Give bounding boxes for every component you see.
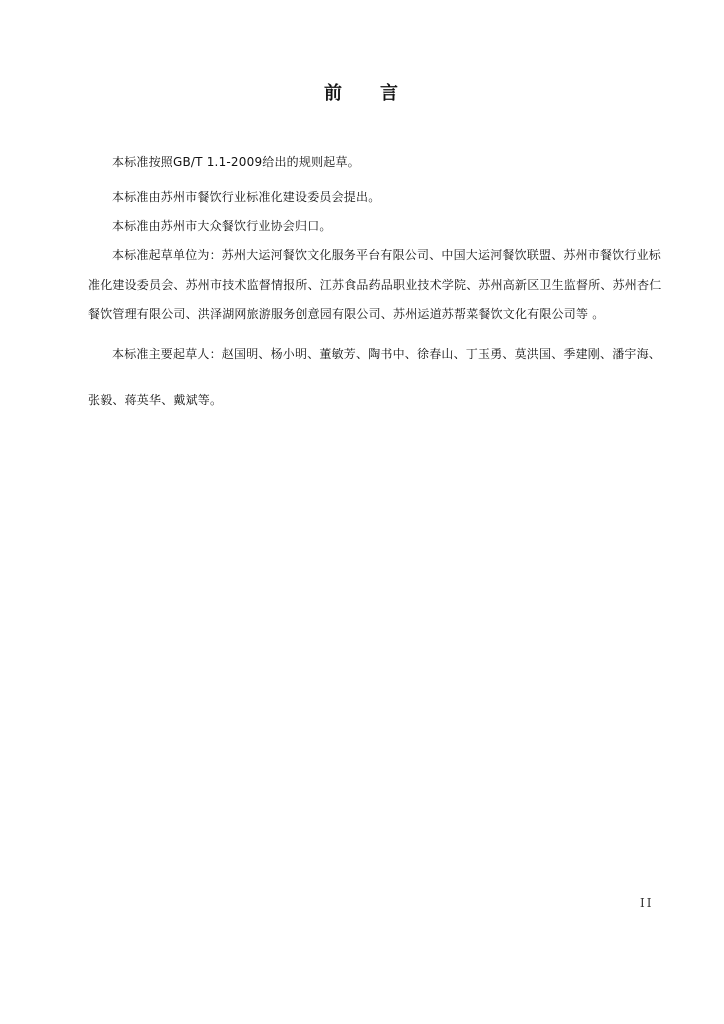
page-number: II xyxy=(640,896,654,910)
title-char-right: 言 xyxy=(380,83,400,104)
paragraph-drafting-rules: 本标准按照GB/T 1.1-2009给出的规则起草。 xyxy=(112,155,360,169)
paragraph-drafting-units: 本标准起草单位为：苏州大运河餐饮文化服务平台有限公司、中国大运河餐饮联盟、苏州市餐饮行业标准化建设委员会、苏州市技术监督情报所、江苏食品药品职业技术学院、苏州高新区卫生监督所、苏州杏仁餐饮管理有限公司、洪泽湖网旅游服务创意园有限公司、苏州运道苏帮菜餐饮文化有限公司等 。 xyxy=(88,248,662,321)
paragraph-proposer: 本标准由苏州市餐饮行业标准化建设委员会提出。 xyxy=(112,190,381,204)
title-char-left: 前 xyxy=(324,83,344,104)
paragraph-main-drafters: 本标准主要起草人：赵国明、杨小明、董敏芳、陶书中、徐春山、丁玉勇、莫洪国、季建刚、潘宇海、张毅、蒋英华、戴斌等。 xyxy=(88,347,662,407)
page-title xyxy=(0,82,724,106)
paragraph-centralized-unit: 本标准由苏州市大众餐饮行业协会归口。 xyxy=(112,219,332,233)
